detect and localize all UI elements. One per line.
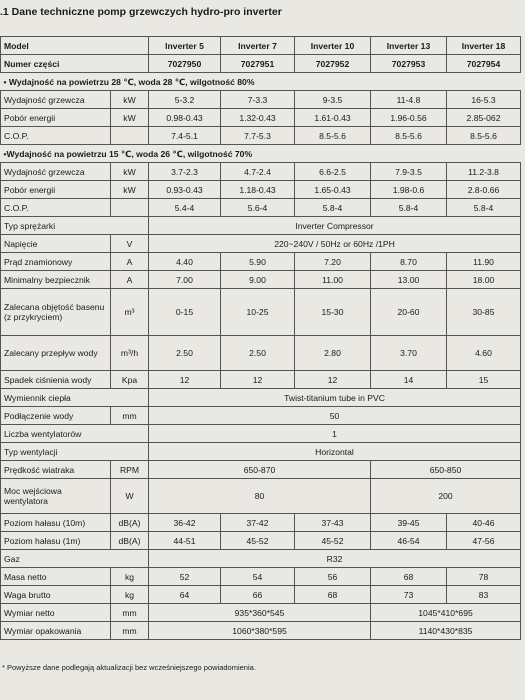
cell-value: 52 — [149, 568, 221, 586]
cell-value: 8.5-5.6 — [447, 127, 521, 145]
row-unit: m³ — [111, 289, 149, 336]
row-label: Zalecany przepływ wody — [1, 336, 111, 371]
row-unit: RPM — [111, 461, 149, 479]
cell-value: 66 — [221, 586, 295, 604]
cell-value: 1.61-0.43 — [295, 109, 371, 127]
table-row — [1, 199, 521, 217]
cell-value: 54 — [221, 568, 295, 586]
cell-value: 7.9-3.5 — [371, 163, 447, 181]
cell-value: 8.5-5.6 — [371, 127, 447, 145]
cell-value: 18.00 — [447, 271, 521, 289]
cell-value: 12 — [221, 371, 295, 389]
table-row — [1, 550, 521, 568]
table-row — [1, 289, 521, 336]
cell-value: 37-42 — [221, 514, 295, 532]
cell-value: 15 — [447, 371, 521, 389]
row-label: C.O.P. — [1, 199, 111, 217]
cell-value: R32 — [149, 550, 521, 568]
row-label: Wydajność grzewcza — [1, 91, 111, 109]
cell-value: 2.85-062 — [447, 109, 521, 127]
table-row — [1, 514, 521, 532]
cell-value: 7.20 — [295, 253, 371, 271]
row-label: Wymiar netto — [1, 604, 111, 622]
table-row — [1, 461, 521, 479]
section1-title: • Wydajność na powietrzu 28 ℃, woda 28 ℃, wilgotność 80% — [1, 73, 521, 91]
cell-value: 7.00 — [149, 271, 221, 289]
row-unit: A — [111, 271, 149, 289]
cell-value: 200 — [371, 479, 521, 514]
cell-value: 0-15 — [149, 289, 221, 336]
cell-value: 83 — [447, 586, 521, 604]
model-row — [1, 37, 521, 55]
cell-value: 80 — [149, 479, 371, 514]
table-row — [1, 443, 521, 461]
table-row — [1, 181, 521, 199]
cell-value: 68 — [295, 586, 371, 604]
row-label: Gaz — [1, 550, 149, 568]
model-name: Inverter 18 — [447, 37, 521, 55]
cell-value: 47-56 — [447, 532, 521, 550]
cell-value: 1.18-0.43 — [221, 181, 295, 199]
cell-value: 1060*380*595 — [149, 622, 371, 640]
row-label: Poziom hałasu (1m) — [1, 532, 111, 550]
cell-value: 45-52 — [295, 532, 371, 550]
table-row — [1, 336, 521, 371]
cell-value: 7-3.3 — [221, 91, 295, 109]
row-label: Zalecana objętość basenu (z przykryciem) — [1, 289, 111, 336]
cell-value: 15-30 — [295, 289, 371, 336]
row-unit: m³/h — [111, 336, 149, 371]
row-unit: mm — [111, 622, 149, 640]
spec-table — [0, 36, 521, 640]
row-label: Wydajność grzewcza — [1, 163, 111, 181]
cell-value: 36-42 — [149, 514, 221, 532]
section2-title: •Wydajność na powietrzu 15 ℃, woda 26 ℃, wilgotność 70% — [1, 145, 521, 163]
cell-value: 1 — [149, 425, 521, 443]
row-label: Prąd znamionowy — [1, 253, 111, 271]
part-number: 7027951 — [221, 55, 295, 73]
row-label: Podłączenie wody — [1, 407, 111, 425]
cell-value: 44-51 — [149, 532, 221, 550]
cell-value: 64 — [149, 586, 221, 604]
cell-value: 73 — [371, 586, 447, 604]
cell-value: 1.65-0.43 — [295, 181, 371, 199]
cell-value: 5.8-4 — [447, 199, 521, 217]
row-unit: W — [111, 479, 149, 514]
row-unit: mm — [111, 407, 149, 425]
row-label: Wymiennik ciepła — [1, 389, 149, 407]
row-unit — [111, 127, 149, 145]
cell-value: 9-3.5 — [295, 91, 371, 109]
cell-value: 78 — [447, 568, 521, 586]
table-row — [1, 127, 521, 145]
cell-value: 9.00 — [221, 271, 295, 289]
cell-value: 1.98-0.6 — [371, 181, 447, 199]
cell-value: 68 — [371, 568, 447, 586]
row-label: Waga brutto — [1, 586, 111, 604]
cell-value: 40-46 — [447, 514, 521, 532]
row-unit: kW — [111, 91, 149, 109]
row-label: Prędkość wiatraka — [1, 461, 111, 479]
row-label: Poziom hałasu (10m) — [1, 514, 111, 532]
document-title: .1 Dane techniczne pomp grzewczych hydro-pro inverter — [0, 6, 282, 18]
row-label: C.O.P. — [1, 127, 111, 145]
table-row — [1, 532, 521, 550]
row-label: Typ wentylacji — [1, 443, 149, 461]
cell-value: 0.98-0.43 — [149, 109, 221, 127]
row-unit: V — [111, 235, 149, 253]
table-row — [1, 425, 521, 443]
cell-value: Horizontal — [149, 443, 521, 461]
table-row — [1, 163, 521, 181]
cell-value: 16-5.3 — [447, 91, 521, 109]
part-number: 7027950 — [149, 55, 221, 73]
cell-value: 10-25 — [221, 289, 295, 336]
cell-value: 0.93-0.43 — [149, 181, 221, 199]
row-label: Spadek ciśnienia wody — [1, 371, 111, 389]
cell-value: 12 — [149, 371, 221, 389]
cell-value: 5.4-4 — [149, 199, 221, 217]
row-label: Minimalny bezpiecznik — [1, 271, 111, 289]
table-row — [1, 109, 521, 127]
model-label: Model — [1, 37, 149, 55]
cell-value: 4.40 — [149, 253, 221, 271]
cell-value: Inverter Compressor — [149, 217, 521, 235]
table-row — [1, 568, 521, 586]
cell-value: 4.7-2.4 — [221, 163, 295, 181]
cell-value: 3.70 — [371, 336, 447, 371]
part-number-label: Numer części — [1, 55, 149, 73]
cell-value: 11-4.8 — [371, 91, 447, 109]
table-row — [1, 389, 521, 407]
part-number: 7027954 — [447, 55, 521, 73]
part-number: 7027953 — [371, 55, 447, 73]
table-row — [1, 217, 521, 235]
cell-value: 6.6-2.5 — [295, 163, 371, 181]
table-row — [1, 235, 521, 253]
row-unit: Kpa — [111, 371, 149, 389]
cell-value: 37-43 — [295, 514, 371, 532]
cell-value: 4.60 — [447, 336, 521, 371]
row-unit: kW — [111, 181, 149, 199]
part-number: 7027952 — [295, 55, 371, 73]
table-row — [1, 371, 521, 389]
table-row — [1, 407, 521, 425]
cell-value: 1045*410*695 — [371, 604, 521, 622]
cell-value: 650-870 — [149, 461, 371, 479]
cell-value: 8.5-5.6 — [295, 127, 371, 145]
cell-value: Twist-titanium tube in PVC — [149, 389, 521, 407]
cell-value: 2.50 — [221, 336, 295, 371]
row-unit: dB(A) — [111, 532, 149, 550]
row-unit: kW — [111, 163, 149, 181]
row-label: Pobór energii — [1, 109, 111, 127]
row-unit: dB(A) — [111, 514, 149, 532]
section-header — [1, 145, 521, 163]
cell-value: 650-850 — [371, 461, 521, 479]
cell-value: 20-60 — [371, 289, 447, 336]
footnote: * Powyższe dane podlegają aktualizacji bez wcześniejszego powiadomienia. — [2, 663, 256, 672]
cell-value: 220~240V / 50Hz or 60Hz /1PH — [149, 235, 521, 253]
row-label: Masa netto — [1, 568, 111, 586]
table-row — [1, 253, 521, 271]
cell-value: 5.8-4 — [371, 199, 447, 217]
row-label: Napięcie — [1, 235, 111, 253]
cell-value: 13.00 — [371, 271, 447, 289]
cell-value: 50 — [149, 407, 521, 425]
cell-value: 11.2-3.8 — [447, 163, 521, 181]
cell-value: 5.90 — [221, 253, 295, 271]
table-row — [1, 91, 521, 109]
model-name: Inverter 7 — [221, 37, 295, 55]
cell-value: 11.00 — [295, 271, 371, 289]
cell-value: 5.8-4 — [295, 199, 371, 217]
cell-value: 14 — [371, 371, 447, 389]
cell-value: 3.7-2.3 — [149, 163, 221, 181]
row-unit: A — [111, 253, 149, 271]
cell-value: 7.4-5.1 — [149, 127, 221, 145]
row-label: Pobór energii — [1, 181, 111, 199]
cell-value: 56 — [295, 568, 371, 586]
row-label: Wymiar opakowania — [1, 622, 111, 640]
cell-value: 935*360*545 — [149, 604, 371, 622]
row-label: Liczba wentylatorów — [1, 425, 149, 443]
row-label: Typ sprężarki — [1, 217, 149, 235]
cell-value: 8.70 — [371, 253, 447, 271]
cell-value: 2.80 — [295, 336, 371, 371]
model-name: Inverter 10 — [295, 37, 371, 55]
table-row — [1, 479, 521, 514]
row-label: Moc wejściowa wentylatora — [1, 479, 111, 514]
table-row — [1, 604, 521, 622]
cell-value: 45-52 — [221, 532, 295, 550]
row-unit: kg — [111, 568, 149, 586]
cell-value: 5.6-4 — [221, 199, 295, 217]
cell-value: 1140*430*835 — [371, 622, 521, 640]
table-row — [1, 586, 521, 604]
table-row — [1, 622, 521, 640]
cell-value: 1.96-0.56 — [371, 109, 447, 127]
table-row — [1, 271, 521, 289]
cell-value: 30-85 — [447, 289, 521, 336]
row-unit — [111, 199, 149, 217]
cell-value: 12 — [295, 371, 371, 389]
part-number-row — [1, 55, 521, 73]
row-unit: kg — [111, 586, 149, 604]
section-header — [1, 73, 521, 91]
cell-value: 46-54 — [371, 532, 447, 550]
model-name: Inverter 5 — [149, 37, 221, 55]
cell-value: 5-3.2 — [149, 91, 221, 109]
cell-value: 2.50 — [149, 336, 221, 371]
model-name: Inverter 13 — [371, 37, 447, 55]
cell-value: 11.90 — [447, 253, 521, 271]
cell-value: 2.8-0.66 — [447, 181, 521, 199]
row-unit: kW — [111, 109, 149, 127]
cell-value: 39-45 — [371, 514, 447, 532]
cell-value: 7.7-5.3 — [221, 127, 295, 145]
row-unit: mm — [111, 604, 149, 622]
cell-value: 1.32-0.43 — [221, 109, 295, 127]
